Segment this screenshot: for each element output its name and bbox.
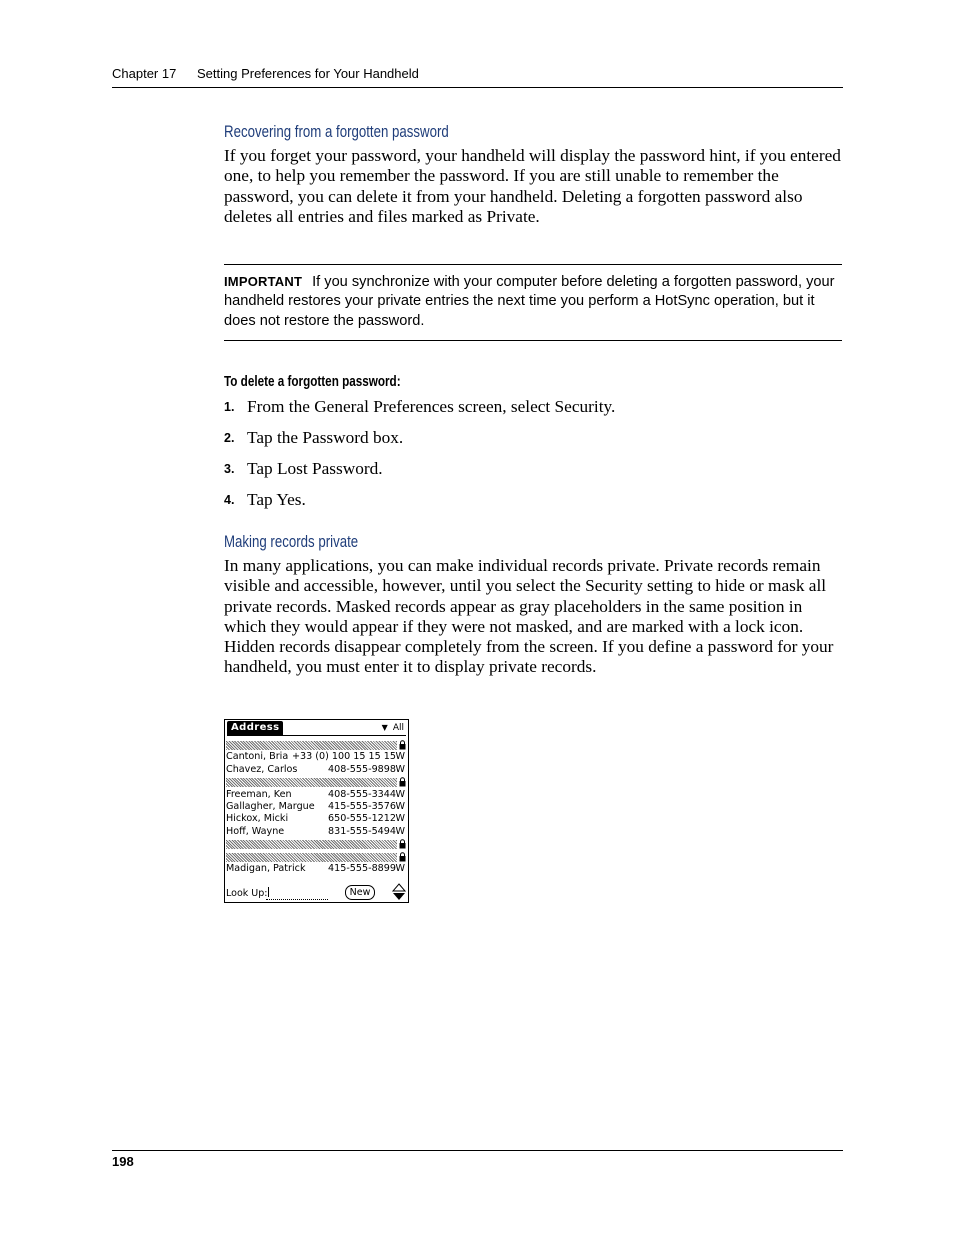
masked-record-row[interactable] — [226, 776, 406, 788]
important-label: IMPORTANT — [224, 274, 303, 289]
scroll-arrows-icon[interactable] — [392, 883, 406, 901]
lock-icon — [399, 852, 406, 862]
step-number: 2. — [224, 431, 235, 445]
section-heading: Recovering from a forgotten password — [224, 122, 449, 141]
masked-placeholder — [226, 840, 397, 849]
section-paragraph: In many applications, you can make individual records private. Private records remain visible and accessible, however, until you select the Security setting to hide or mask all private records. Masked records appear as gray placeholders in the same position in which they would appear if they were not masked, and are marked with a lock icon. Hidden records disappear completely from the screen. If you define a password for your handheld, you must enter it to display private records. — [224, 556, 834, 677]
record-phone: 415-555-8899 — [328, 863, 396, 874]
record-phone: 408-555-9898 — [328, 763, 396, 775]
record-name: Hickox, Micki — [226, 813, 289, 825]
lock-icon — [399, 740, 406, 750]
title-bar — [225, 720, 408, 737]
triangle-down-icon: ▼ — [381, 723, 388, 732]
record-phone: +33 (0) 100 15 15 15 — [291, 751, 396, 763]
category-picker[interactable] — [382, 722, 404, 734]
step-text: Tap Lost Password. — [247, 459, 383, 478]
address-screen-figure — [224, 719, 409, 903]
lookup-label: Look Up: — [226, 888, 268, 899]
chapter-title: Setting Preferences for Your Handheld — [197, 66, 419, 81]
lock-icon — [399, 777, 406, 787]
procedure — [224, 373, 842, 390]
record-name: Freeman, Ken — [226, 788, 292, 800]
masked-placeholder — [226, 778, 397, 787]
section-paragraph: If you forget your password, your handheld will display the password hint, if you entered one, to help you remember the password. If you are still unable to remember the password, you can delete it from your handheld. Deleting a forgotten password also deletes all entries and files marked as Private. — [224, 146, 841, 226]
step-number: 1. — [224, 400, 235, 414]
record-phone: 415-555-3576 — [328, 801, 396, 812]
lookup-field[interactable] — [226, 887, 269, 899]
record-phone-type: W — [395, 863, 405, 874]
record-row[interactable] — [226, 826, 406, 838]
record-row[interactable] — [226, 813, 406, 825]
step-text: From the General Preferences screen, select Security. — [247, 397, 616, 416]
section-private — [224, 532, 842, 552]
record-name: Hoff, Wayne — [226, 825, 285, 837]
masked-record-row[interactable] — [226, 739, 406, 751]
record-phone-type: W — [395, 763, 405, 775]
step-number: 4. — [224, 493, 235, 507]
record-phone: 650-555-1212 — [328, 813, 396, 825]
record-row[interactable] — [226, 789, 406, 801]
page-footer — [112, 1150, 843, 1169]
procedure-title: To delete a forgotten password: — [224, 373, 401, 390]
app-title: Address — [227, 721, 283, 735]
record-row[interactable] — [226, 751, 406, 763]
step-number: 3. — [224, 462, 235, 476]
page-number: 198 — [112, 1154, 134, 1169]
record-phone: 408-555-3344 — [328, 788, 396, 800]
masked-placeholder — [226, 741, 397, 750]
masked-placeholder — [226, 853, 397, 862]
running-header — [112, 66, 843, 88]
record-phone-type: W — [395, 825, 405, 837]
lock-icon — [399, 839, 406, 849]
record-name: Madigan, Patrick — [226, 863, 306, 874]
step-text: Tap the Password box. — [247, 428, 404, 447]
record-name: Gallagher, Margue — [226, 801, 315, 812]
text-cursor — [268, 887, 269, 897]
chapter-label: Chapter 17 — [112, 66, 177, 81]
record-row[interactable] — [226, 863, 406, 875]
record-phone-type: W — [395, 751, 405, 763]
record-phone-type: W — [395, 813, 405, 825]
record-row[interactable] — [226, 764, 406, 776]
section-recovering — [224, 122, 842, 142]
new-button[interactable]: New — [345, 885, 375, 900]
record-phone: 831-555-5494 — [328, 825, 396, 837]
record-name: Chavez, Carlos — [226, 763, 298, 775]
step-text: Tap Yes. — [247, 490, 306, 509]
important-note — [224, 264, 842, 341]
masked-record-row[interactable] — [226, 851, 406, 863]
section-heading: Making records private — [224, 532, 359, 551]
important-text: If you synchronize with your computer before deleting a forgotten password, your handheld restores your private entries the next time you perform a HotSync operation, but it does not restore the password. — [224, 274, 835, 329]
record-name: Cantoni, Bria — [226, 751, 289, 763]
category-label: All — [392, 723, 404, 733]
record-phone-type: W — [395, 788, 405, 800]
record-row[interactable] — [226, 801, 406, 813]
masked-record-row[interactable] — [226, 838, 406, 850]
record-phone-type: W — [395, 801, 405, 812]
